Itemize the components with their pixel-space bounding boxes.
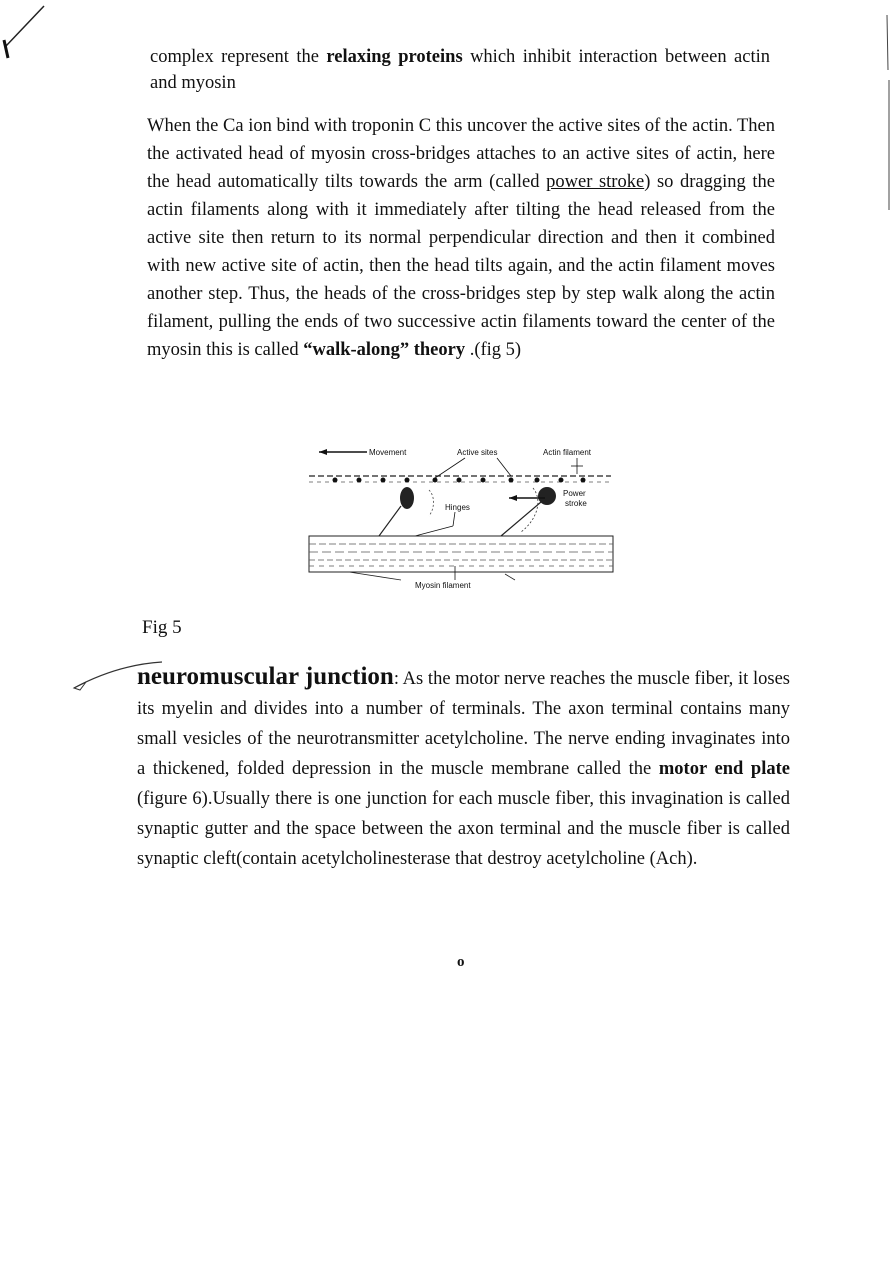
- motor-end-plate-term: motor end plate: [658, 759, 790, 779]
- label-movement: Movement: [369, 448, 407, 457]
- label-myosin-filament: Myosin filament: [415, 581, 471, 590]
- walk-along-paragraph: When the Ca ion bind with troponin C this uncover the active sites of the actin. Then the activated head of myosin cross-bridges attaches to an active sites of actin, here the head automatically tilts towards the arm (called power stroke) so dragging the actin filaments along with it immediately after tilting the head released from the active site then return to its normal perpendicular direction and then it combined with new active site of actin, then the head tilts again, and the actin filament moves another step. Thus, the heads of the cross-bridges step by step walk along the actin filament, pulling the ends of two successive actin filaments toward the center of the myosin this is called “walk-along” theory .(fig 5): [147, 116, 776, 360]
- walk-along-theory-term: “walk-along” theory: [303, 340, 466, 360]
- label-hinges: Hinges: [445, 503, 470, 512]
- label-active-sites: Active sites: [457, 448, 498, 457]
- myosin-head-1: [400, 487, 414, 509]
- neuromuscular-junction-paragraph: neuromuscular junction: As the motor nerve reaches the muscle fiber, it loses its myelin and divides into a number of terminals. The axon terminal contains many small vesicles of the neurotransmitter acetylcholine. The nerve ending invaginates into a thickened, folded depression in the muscle membrane called the motor end plate (figure 6).Usually there is one junction for each muscle fiber, this invagination is called synaptic gutter and the space between the axon terminal and the muscle fiber is called synaptic cleft(contain acetylcholinesterase that destroy acetylcholine (Ach).: [137, 663, 790, 869]
- power-stroke-term: power stroke: [546, 172, 645, 192]
- label-stroke: stroke: [565, 499, 587, 508]
- intro-paragraph: complex represent the relaxing proteins which inhibit interaction between actin and myosin: [150, 47, 770, 93]
- relaxing-proteins-term: relaxing proteins: [326, 47, 463, 67]
- label-power: Power: [563, 489, 586, 498]
- scan-edge-right: [884, 10, 893, 220]
- actin-active-sites: [333, 478, 586, 483]
- walk-along-diagram: [305, 440, 625, 590]
- page-number: o: [457, 954, 465, 970]
- figure-caption: Fig 5: [142, 617, 182, 638]
- label-actin-filament: Actin filament: [543, 448, 592, 457]
- pen-mark-top-left: [0, 0, 60, 80]
- neuromuscular-junction-heading: neuromuscular junction: [137, 663, 394, 690]
